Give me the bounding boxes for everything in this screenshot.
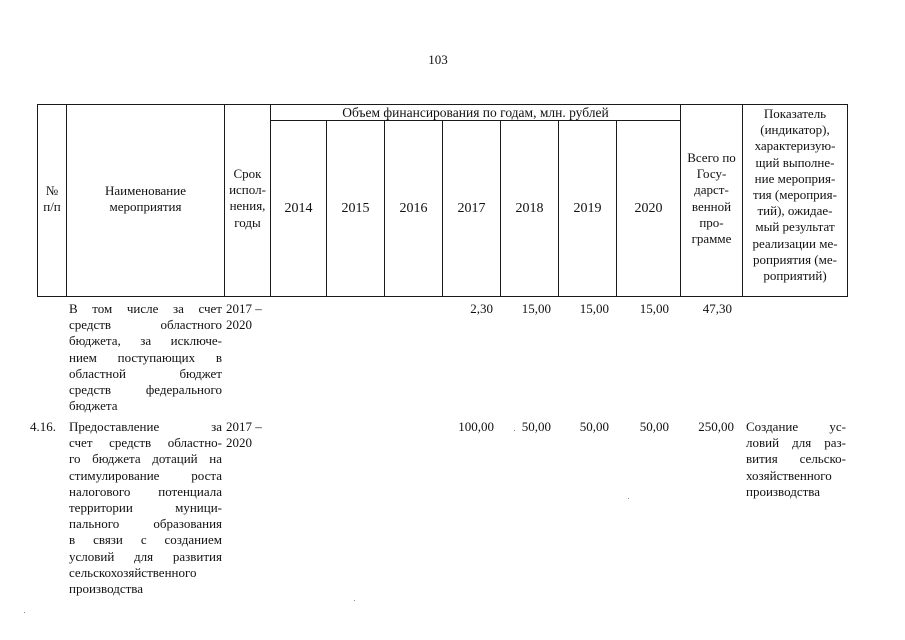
- scan-speck: [24, 612, 25, 613]
- row-2-term: 2017 – 2020: [226, 419, 262, 451]
- row-1-value-2017: 2,30: [470, 301, 493, 316]
- header-year-2014: 2014: [284, 201, 313, 216]
- header-indicator: Показатель (индикатор), характеризую- щий выполне- ние мероприя- тия (мероприя- тий), ожидае- мый результат реализации ме- роприятия (ме- роприятий): [752, 106, 838, 284]
- row-2-value-2019: 50,00: [579, 419, 609, 434]
- header-funding-title: Объем финансирования по годам, млн. рублей: [342, 105, 609, 120]
- header-year-2019: 2019: [573, 201, 602, 216]
- header-year-2017: 2017: [457, 201, 486, 216]
- row-2-value-2020: 50,00: [639, 419, 669, 434]
- row-1-name: В том числе за счет средств областного бюджета, за исключе- нием поступающих в областной бюджет средств федерального бюджета: [69, 301, 222, 414]
- header-name: Наименование мероприятия: [105, 183, 186, 215]
- row-1-total: 47,30: [702, 301, 732, 316]
- scan-speck: [514, 430, 515, 431]
- row-1-value-2019: 15,00: [579, 301, 609, 316]
- row-1-value-2018: 15,00: [521, 301, 551, 316]
- row-2-total: 250,00: [698, 419, 734, 434]
- scan-speck: [628, 498, 629, 499]
- header-total: Всего по Госу- дарст- венной про- грамме: [687, 150, 736, 247]
- row-2-name: Предоставление за счет средств областно- го бюджета дотаций на стимулирование роста налогового потенциала территории муници- пального образования в связи с созданием условий для развития сельскохозяйственного производства: [69, 419, 222, 597]
- header-num: № п/п: [43, 183, 61, 215]
- row-2-number: 4.16.: [30, 419, 56, 434]
- header-year-2015: 2015: [341, 201, 370, 216]
- row-2-value-2017: 100,00: [458, 419, 494, 434]
- row-2-indicator: Создание ус- ловий для раз- вития сельско- хозяйственного производства: [746, 419, 846, 499]
- row-1-term: 2017 – 2020: [226, 301, 262, 333]
- scan-speck: [354, 600, 355, 601]
- row-2-value-2018: 50,00: [521, 419, 551, 434]
- header-year-2018: 2018: [515, 201, 544, 216]
- page-number: 103: [428, 52, 448, 67]
- header-term: Срок испол- нения, годы: [229, 166, 266, 230]
- header-year-2016: 2016: [399, 201, 428, 216]
- row-1-value-2020: 15,00: [639, 301, 669, 316]
- header-year-2020: 2020: [634, 201, 663, 216]
